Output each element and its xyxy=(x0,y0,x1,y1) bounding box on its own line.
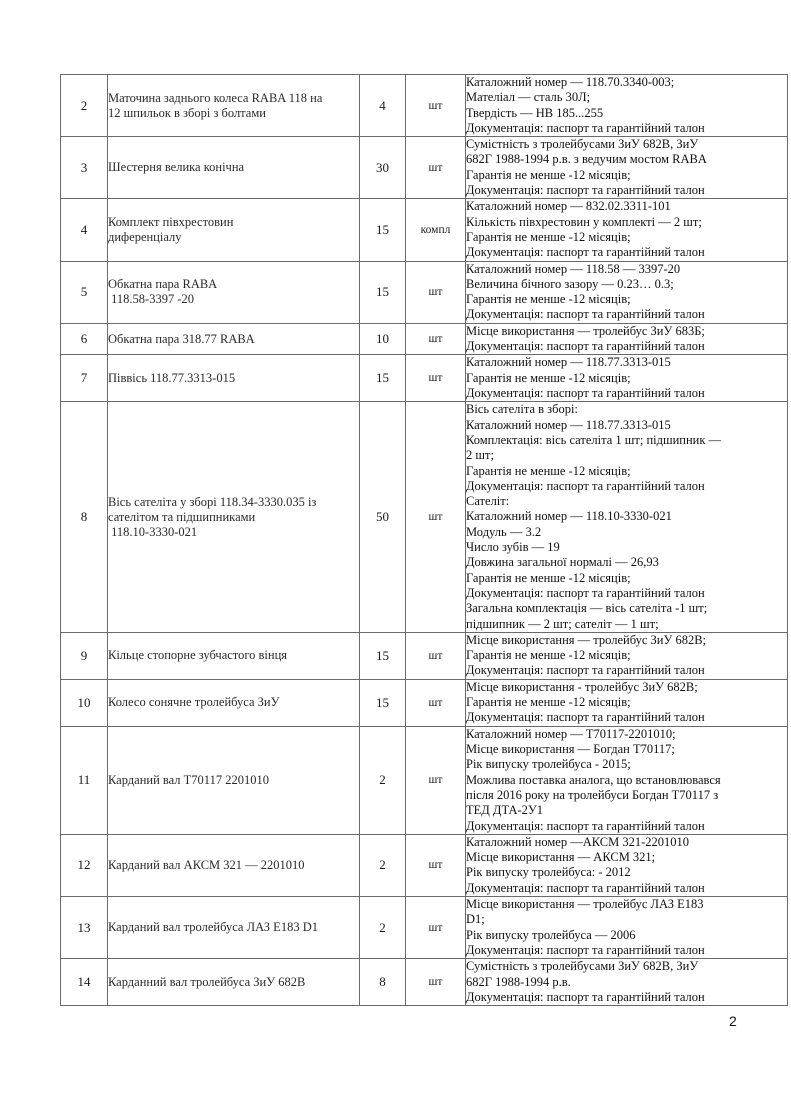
row-number: 12 xyxy=(61,834,108,896)
specification-line: Комплектація: вісь сателіта 1 шт; підшипник — xyxy=(466,432,722,447)
item-name xyxy=(108,137,360,199)
specification-line: Гарантія не менше -12 місяців; xyxy=(466,695,631,710)
specification-line: Гарантія не менше -12 місяців; xyxy=(466,570,631,585)
item-name xyxy=(108,632,360,679)
item-specification xyxy=(466,75,788,137)
item-unit: компл xyxy=(406,199,466,261)
specification-line: Документація: паспорт та гарантійний талон xyxy=(466,585,705,600)
item-quantity: 4 xyxy=(360,75,406,137)
item-name-line: Піввісь 118.77.3313-015 xyxy=(108,370,236,385)
item-unit: шт xyxy=(406,355,466,402)
item-name-line: Вісь сателіта у зборі 118.34-3330.035 із xyxy=(108,494,317,509)
specification-line: Місце використання — тролейбус ЛАЗ Е183 xyxy=(466,897,704,912)
table-row xyxy=(61,137,788,199)
item-quantity: 15 xyxy=(360,261,406,323)
item-unit: шт xyxy=(406,261,466,323)
item-specification xyxy=(466,199,788,261)
specification-line: Документація: паспорт та гарантійний талон xyxy=(466,183,705,198)
item-name-line: Комплект півхрестовин xyxy=(108,214,234,229)
specification-line: Сателіт: xyxy=(466,494,510,509)
item-name-line: Карданий вал АКСМ 321 — 2201010 xyxy=(108,857,305,872)
item-name-line: Карданий вал тролейбуса ЛАЗ Е183 D1 xyxy=(108,920,318,935)
specification-line: Величина бічного зазору — 0.23… 0.3; xyxy=(466,276,674,291)
item-name xyxy=(108,959,360,1006)
row-number: 3 xyxy=(61,137,108,199)
row-number: 7 xyxy=(61,355,108,402)
item-unit: шт xyxy=(406,959,466,1006)
specification-line: Місце використання — тролейбус ЗиУ 682В; xyxy=(466,632,707,647)
row-number: 11 xyxy=(61,726,108,834)
specification-line: Число зубів — 19 xyxy=(466,540,560,555)
item-specification xyxy=(466,726,788,834)
specification-line: 682Г 1988-1994 р.в. xyxy=(466,974,571,989)
item-specification xyxy=(466,323,788,355)
specification-line: Гарантія не менше -12 місяців; xyxy=(466,648,631,663)
specification-line: підшипник — 2 шт; сателіт — 1 шт; xyxy=(466,616,659,631)
specification-line: Твердість — НВ 185...255 xyxy=(466,105,604,120)
specification-line: Каталожний номер — 118.58 — 3397-20 xyxy=(466,261,681,276)
item-quantity: 2 xyxy=(360,726,406,834)
specification-line: Сумістність з тролейбусами ЗиУ 682В, ЗиУ xyxy=(466,959,699,974)
specification-line: 2 шт; xyxy=(466,448,494,463)
item-name xyxy=(108,355,360,402)
item-name-line: Маточина заднього колеса RABA 118 на xyxy=(108,90,323,105)
item-specification xyxy=(466,679,788,726)
table-row xyxy=(61,834,788,896)
item-name xyxy=(108,726,360,834)
specification-line: Довжина загальної нормалі — 26,93 xyxy=(466,555,659,570)
row-number: 8 xyxy=(61,402,108,632)
item-specification xyxy=(466,959,788,1006)
specification-line: Місце використання — тролейбус ЗиУ 683Б; xyxy=(466,323,705,338)
specification-line: Місце використання - тролейбус ЗиУ 682В; xyxy=(466,679,698,694)
item-name xyxy=(108,679,360,726)
specification-line: Рік випуску тролейбуса — 2006 xyxy=(466,927,636,942)
specification-line: Мателіал — сталь 30Л; xyxy=(466,90,591,105)
item-specification xyxy=(466,897,788,959)
specification-line: Документація: паспорт та гарантійний талон xyxy=(466,818,705,833)
item-quantity: 15 xyxy=(360,199,406,261)
specification-line: Сумістність з тролейбусами ЗиУ 682В, ЗиУ xyxy=(466,137,699,152)
specification-line: Документація: паспорт та гарантійний талон xyxy=(466,942,705,957)
specification-line: Можлива поставка аналога, що встановлювався xyxy=(466,772,721,787)
specification-line: 682Г 1988-1994 р.в. з ведучим мостом RABA xyxy=(466,152,707,167)
row-number: 14 xyxy=(61,959,108,1006)
row-number: 9 xyxy=(61,632,108,679)
page-number: 2 xyxy=(729,1013,737,1029)
specification-line: ТЕД ДТА-2У1 xyxy=(466,803,544,818)
specification-line: Модуль — 3.2 xyxy=(466,524,542,539)
specification-line: Місце використання — АКСМ 321; xyxy=(466,850,656,865)
specification-line: Загальна комплектація — вісь сателіта -1 шт; xyxy=(466,601,708,616)
row-number: 13 xyxy=(61,897,108,959)
table-row xyxy=(61,679,788,726)
item-name xyxy=(108,199,360,261)
item-unit: шт xyxy=(406,137,466,199)
specification-line: після 2016 року на тролейбуси Богдан Т70117 з xyxy=(466,787,719,802)
table-row xyxy=(61,75,788,137)
item-unit: шт xyxy=(406,834,466,896)
item-name-line: диференціалу xyxy=(108,229,182,244)
specification-line: Гарантія не менше -12 місяців; xyxy=(466,370,631,385)
specification-line: Гарантія не менше -12 місяців; xyxy=(466,167,631,182)
item-name-line: 118.10-3330-021 xyxy=(108,524,198,539)
table-row xyxy=(61,897,788,959)
item-name-line: Обкатна пара RABA xyxy=(108,277,218,292)
specification-line: Каталожний номер — 118.10-3330-021 xyxy=(466,509,672,524)
item-name xyxy=(108,261,360,323)
item-specification xyxy=(466,261,788,323)
item-quantity: 30 xyxy=(360,137,406,199)
table-row xyxy=(61,199,788,261)
item-quantity: 15 xyxy=(360,632,406,679)
item-specification xyxy=(466,402,788,632)
specification-line: Документація: паспорт та гарантійний талон xyxy=(466,880,705,895)
item-specification xyxy=(466,632,788,679)
specification-line: Гарантія не менше -12 місяців; xyxy=(466,463,631,478)
item-unit: шт xyxy=(406,726,466,834)
item-quantity: 50 xyxy=(360,402,406,632)
specification-line: Документація: паспорт та гарантійний талон xyxy=(466,120,705,135)
item-name-line: Кільце стопорне зубчастого вінця xyxy=(108,648,288,663)
specification-line: Місце використання — Богдан Т70117; xyxy=(466,742,675,757)
specification-line: Каталожний номер — 832.02.3311-101 xyxy=(466,199,671,214)
specification-line: Документація: паспорт та гарантійний талон xyxy=(466,385,705,400)
specification-line: Документація: паспорт та гарантійний талон xyxy=(466,478,705,493)
item-name-line: Колесо сонячне тролейбуса ЗиУ xyxy=(108,695,280,710)
item-name xyxy=(108,402,360,632)
row-number: 10 xyxy=(61,679,108,726)
item-name-line: 118.58-3397 -20 xyxy=(108,292,194,307)
specification-line: Гарантія не менше -12 місяців; xyxy=(466,292,631,307)
item-unit: шт xyxy=(406,679,466,726)
specification-line: Документація: паспорт та гарантійний талон xyxy=(466,339,705,354)
item-name-line: Карданний вал тролейбуса ЗиУ 682В xyxy=(108,974,306,989)
specification-line: Каталожний номер — 118.70.3340-003; xyxy=(466,75,675,89)
item-unit: шт xyxy=(406,632,466,679)
table-row xyxy=(61,261,788,323)
specification-line: Документація: паспорт та гарантійний талон xyxy=(466,245,705,260)
specification-line: Документація: паспорт та гарантійний талон xyxy=(466,663,705,678)
item-name-line: 12 шпильок в зборі з болтами xyxy=(108,105,266,120)
row-number: 6 xyxy=(61,323,108,355)
item-quantity: 2 xyxy=(360,834,406,896)
specification-line: Рік випуску тролейбуса: - 2012 xyxy=(466,865,631,880)
table-row xyxy=(61,323,788,355)
specification-line: Гарантія не менше -12 місяців; xyxy=(466,229,631,244)
specification-line: D1; xyxy=(466,912,485,927)
item-name-line: Карданий вал Т70117 2201010 xyxy=(108,772,269,787)
specification-line: Документація: паспорт та гарантійний талон xyxy=(466,307,705,322)
specification-line: Каталожний номер — 118.77.3313-015 xyxy=(466,355,671,370)
table-row xyxy=(61,959,788,1006)
item-name xyxy=(108,75,360,137)
specification-line: Каталожний номер — 118.77.3313-015 xyxy=(466,417,671,432)
specification-line: Вісь сателіта в зборі: xyxy=(466,402,578,417)
table-row xyxy=(61,632,788,679)
item-specification xyxy=(466,137,788,199)
item-quantity: 2 xyxy=(360,897,406,959)
item-name-line: сателітом та підшипниками xyxy=(108,509,256,524)
item-quantity: 10 xyxy=(360,323,406,355)
item-name xyxy=(108,897,360,959)
specification-table xyxy=(60,74,788,1006)
item-unit: шт xyxy=(406,75,466,137)
row-number: 4 xyxy=(61,199,108,261)
table-row xyxy=(61,355,788,402)
table-row xyxy=(61,726,788,834)
item-name-line: Обкатна пара 318.77 RABA xyxy=(108,331,255,346)
row-number: 5 xyxy=(61,261,108,323)
item-quantity: 15 xyxy=(360,355,406,402)
table-row xyxy=(61,402,788,632)
item-unit: шт xyxy=(406,897,466,959)
item-specification xyxy=(466,834,788,896)
specification-line: Каталожний номер — Т70117-2201010; xyxy=(466,726,676,741)
item-name xyxy=(108,323,360,355)
specification-line: Кількість півхрестовин у комплекті — 2 шт; xyxy=(466,214,702,229)
item-quantity: 15 xyxy=(360,679,406,726)
item-name xyxy=(108,834,360,896)
specification-line: Рік випуску тролейбуса - 2015; xyxy=(466,757,631,772)
specification-line: Каталожний номер —АКСМ 321-2201010 xyxy=(466,834,690,849)
specification-line: Документація: паспорт та гарантійний талон xyxy=(466,710,705,725)
specification-line: Документація: паспорт та гарантійний талон xyxy=(466,989,705,1004)
item-name-line: Шестерня велика конічна xyxy=(108,160,245,175)
item-unit: шт xyxy=(406,323,466,355)
row-number: 2 xyxy=(61,75,108,137)
item-specification xyxy=(466,355,788,402)
item-quantity: 8 xyxy=(360,959,406,1006)
item-unit: шт xyxy=(406,402,466,632)
